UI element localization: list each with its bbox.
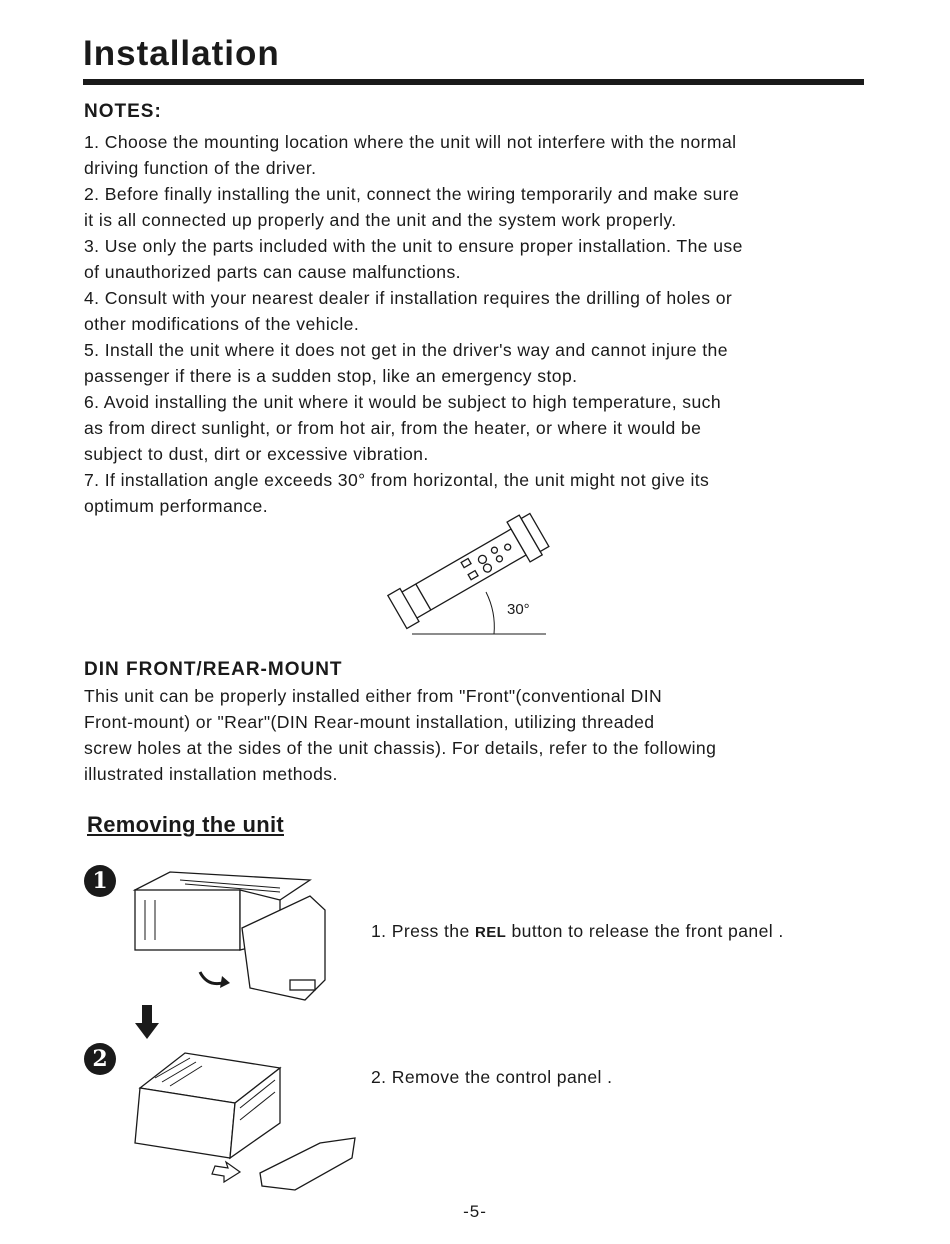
title-rule [83,79,864,85]
note-item [84,181,874,233]
step-2-badge: 2 [84,1043,116,1075]
note-line: other modifications of the vehicle. [84,314,360,334]
note-line: driving function of the driver. [84,158,317,178]
note-line: 6. Avoid installing the unit where it would be subject to high temperature, such [84,392,722,412]
page-title: Installation [83,34,280,73]
removing-title: Removing the unit [87,812,284,837]
step-2-text: 2. Remove the control panel . [371,1067,613,1087]
din-heading: DIN FRONT/REAR-MOUNT [84,659,343,680]
down-arrow-icon [135,1005,159,1041]
notes-heading: NOTES: [84,101,162,122]
note-line: of unauthorized parts can cause malfunctions. [84,262,461,282]
note-line: it is all connected up properly and the unit and the system work properly. [84,210,677,230]
note-item [84,337,874,389]
page-number: -5- [463,1202,487,1221]
note-line: subject to dust, dirt or excessive vibration. [84,444,429,464]
din-paragraph [84,683,844,787]
step-1-text [371,921,784,942]
unit-panel-removed-illustration [130,1048,360,1193]
note-item [84,233,874,285]
din-line: Front-mount) or "Rear"(DIN Rear-mount installation, utilizing threaded [84,712,655,732]
step-1-text-end: button to release the front panel . [506,921,784,941]
note-item [84,129,874,181]
din-line: This unit can be properly installed either from "Front"(conventional DIN [84,686,663,706]
step-1-text-start: 1. Press the [371,921,475,941]
note-line: 5. Install the unit where it does not get in the driver's way and cannot injure the [84,340,728,360]
note-item [84,285,874,337]
note-line: 2. Before finally installing the unit, connect the wiring temporarily and make sure [84,184,740,204]
unit-with-panel-illustration [130,860,330,1010]
step-1-badge: 1 [84,865,116,897]
note-line: as from direct sunlight, or from hot air, from the heater, or where it would be [84,418,702,438]
note-line: 4. Consult with your nearest dealer if installation requires the drilling of holes or [84,288,733,308]
notes-list [84,129,874,519]
note-item [84,389,874,467]
note-line: 1. Choose the mounting location where the unit will not interfere with the normal [84,132,737,152]
note-line: optimum performance. [84,496,269,516]
din-line: illustrated installation methods. [84,764,338,784]
note-line: 7. If installation angle exceeds 30° from horizontal, the unit might not give its [84,470,710,490]
din-line: screw holes at the sides of the unit chassis). For details, refer to the following [84,738,717,758]
rel-button-label: REL [474,924,507,941]
note-line: 3. Use only the parts included with the unit to ensure proper installation. The use [84,236,743,256]
note-line: passenger if there is a sudden stop, like an emergency stop. [84,366,578,386]
mounting-angle-diagram [386,512,566,642]
angle-label: 30° [507,601,530,618]
